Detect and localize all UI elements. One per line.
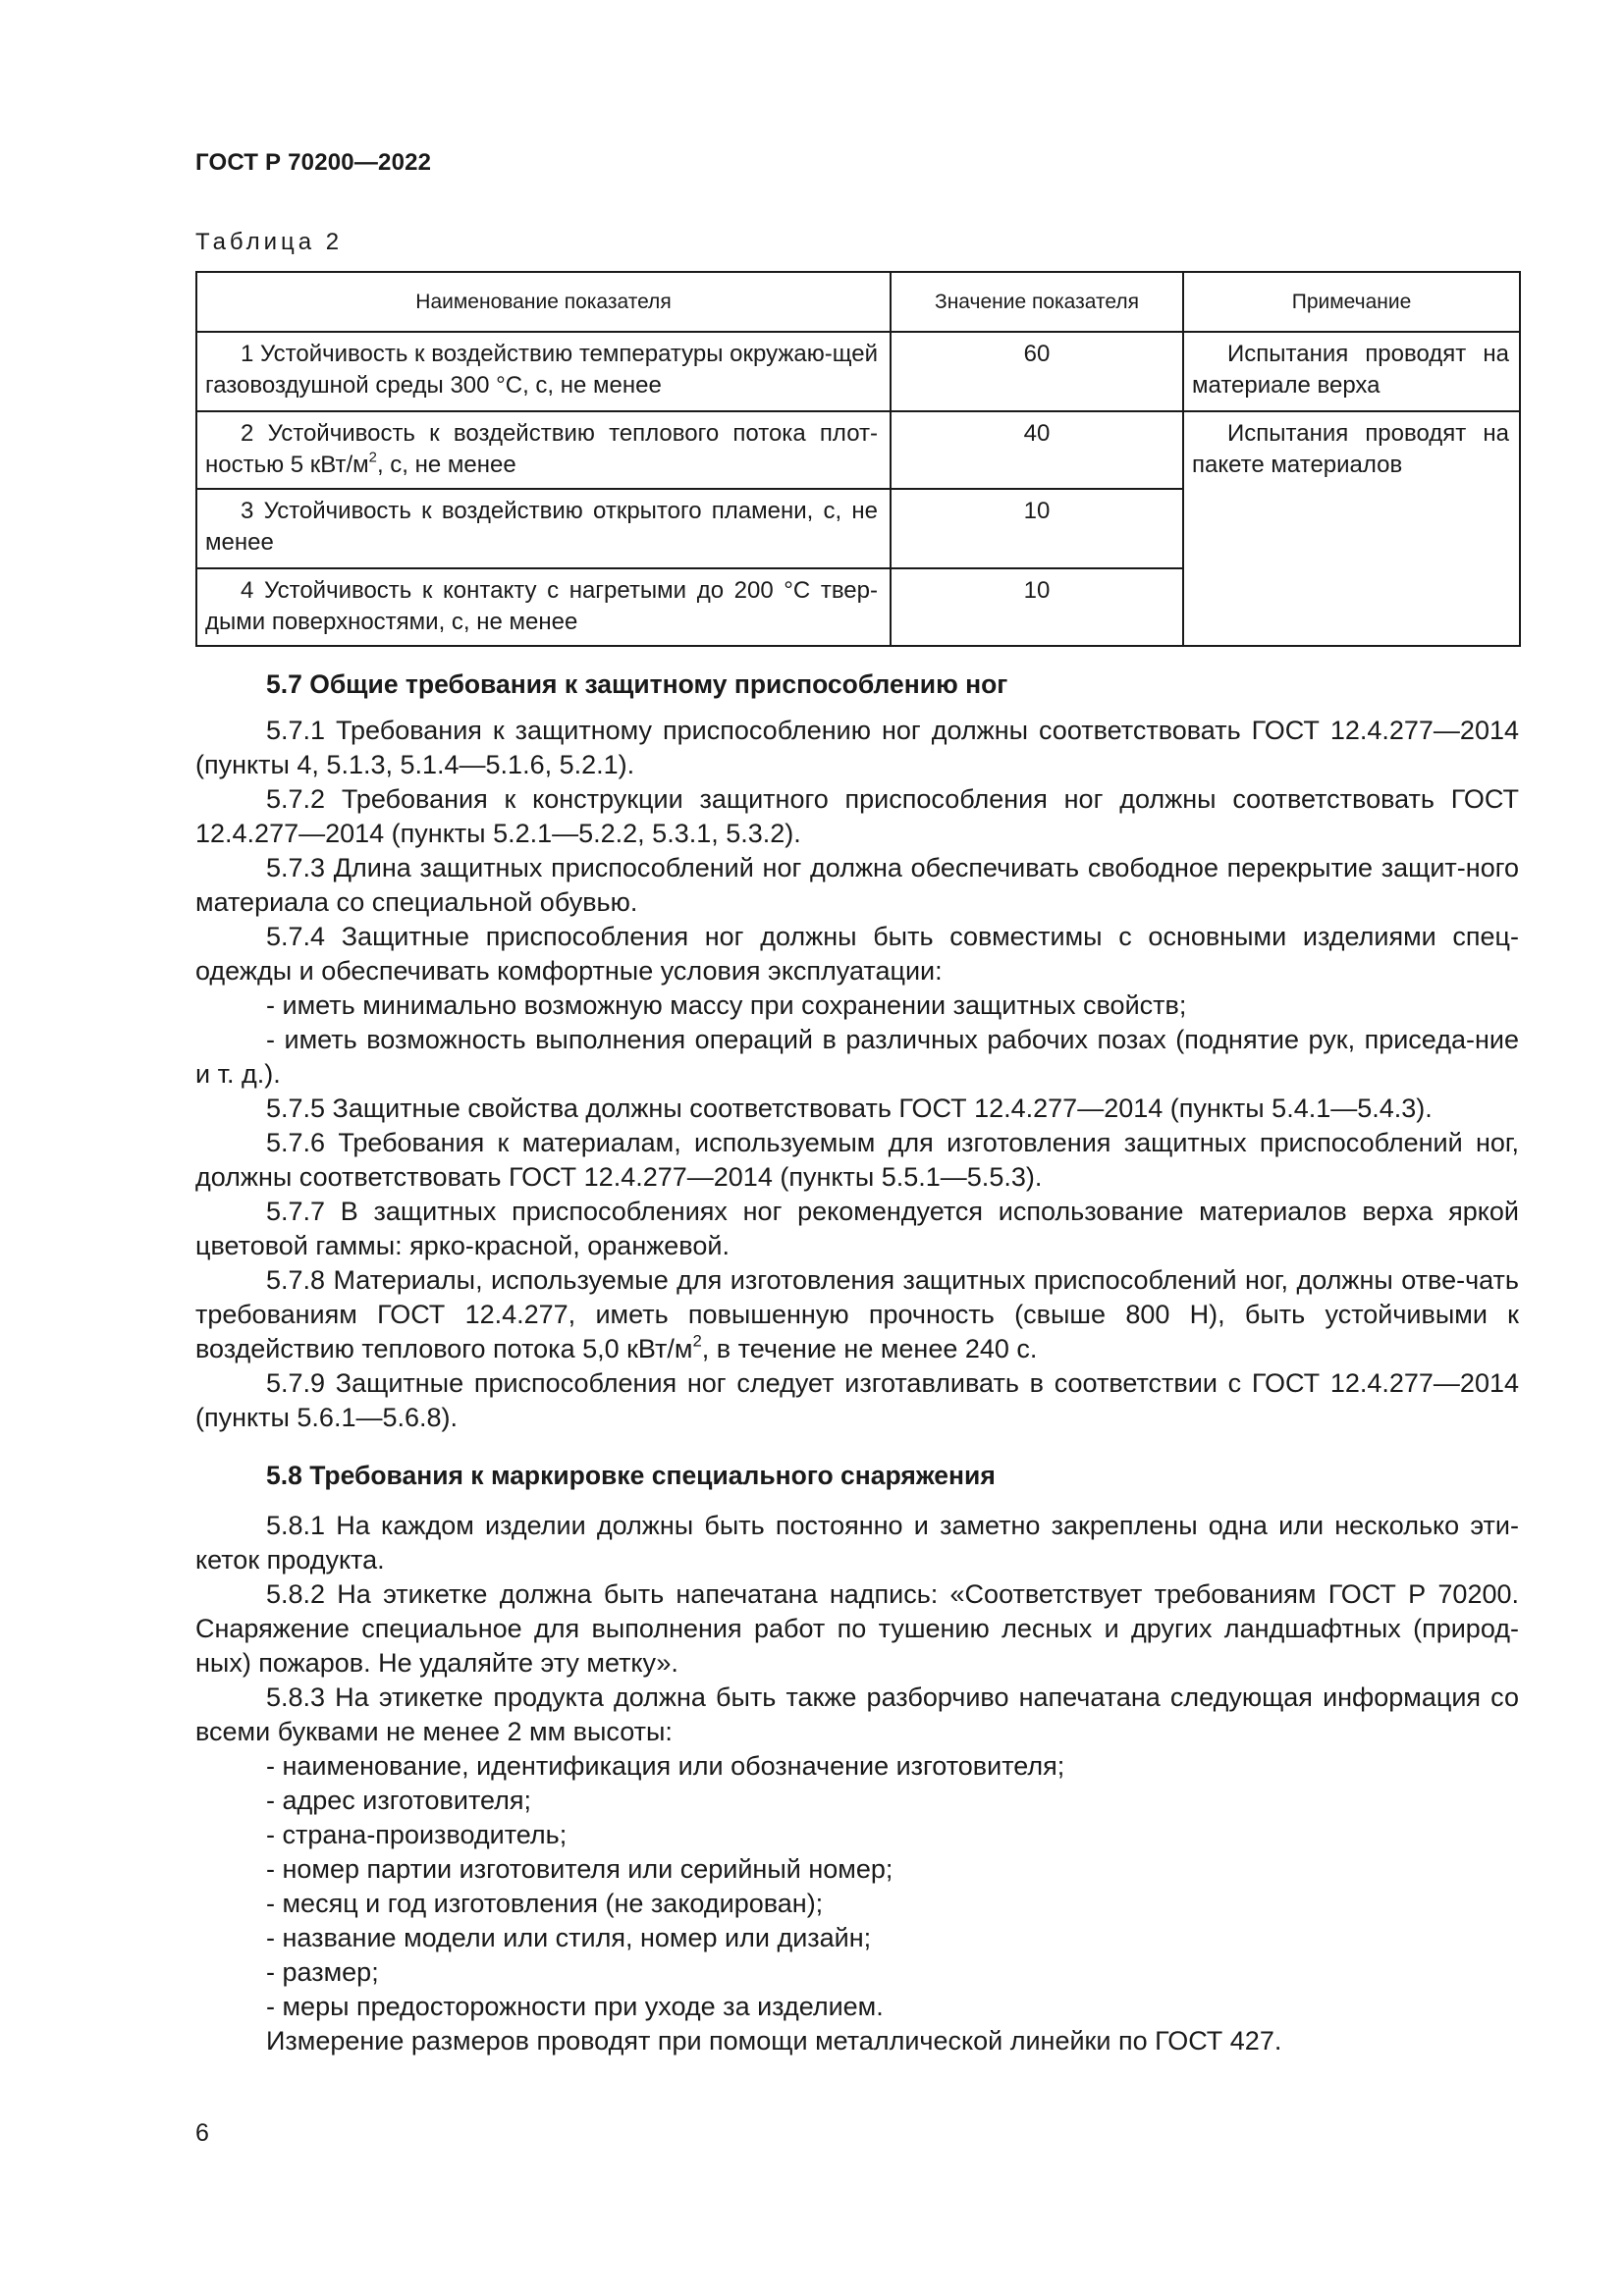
table-cell-name: [196, 489, 891, 568]
list-item: - наименование, идентификация или обозначение изготовителя;: [266, 1751, 1065, 1781]
table-cell-name: [196, 411, 891, 489]
paragraph-5-7-1: 5.7.1 Требования к защитному приспособлению ног должны соответствовать ГОСТ 12.4.277—2014 (пункты 4, 5.1.3, 5.1.4—5.1.6, 5.2.1).: [195, 716, 1519, 779]
table-cell-value: 10: [891, 568, 1183, 646]
table-cell-value: 10: [891, 489, 1183, 568]
list-item: - месяц и год изготовления (не закодирован);: [266, 1889, 824, 1918]
document-header: ГОСТ Р 70200—2022: [195, 149, 432, 176]
row-1-name: 1 Устойчивость к воздействию температуры окружаю-щей газовоздушной среды 300 °С, с, не менее: [205, 341, 878, 399]
paragraph-5-8-2: 5.8.2 На этикетке должна быть напечатана надпись: «Соответствует требованиям ГОСТ Р 70200. Снаряжение специальное для выполнения работ по тушению лесных и других ландшафтных (природ-ных) пожаров. Не удаляйте эту метку».: [195, 1579, 1519, 1678]
table-header-row: [196, 272, 1520, 332]
paragraph-5-8-1: 5.8.1 На каждом изделии должны быть постоянно и заметно закреплены одна или несколько эти-кеток продукта.: [195, 1511, 1519, 1575]
paragraph-5-7-3: 5.7.3 Длина защитных приспособлений ног должна обеспечивать свободное перекрытие защит-ного материала со специальной обувью.: [195, 853, 1519, 917]
paragraph-5-7-5: 5.7.5 Защитные свойства должны соответствовать ГОСТ 12.4.277—2014 (пункты 5.4.1—5.4.3).: [266, 1094, 1433, 1123]
paragraph-5-7-9: 5.7.9 Защитные приспособления ног следует изготавливать в соответствии с ГОСТ 12.4.277—2014 (пункты 5.6.1—5.6.8).: [195, 1368, 1519, 1432]
indicators-table: [195, 271, 1521, 647]
column-header-value: Значение показателя: [891, 272, 1183, 332]
row-3-name: 3 Устойчивость к воздействию открытого пламени, с, не менее: [205, 498, 878, 556]
list-item: - иметь минимально возможную массу при сохранении защитных свойств;: [266, 990, 1187, 1020]
list-item: - страна-производитель;: [266, 1820, 568, 1849]
superscript: 2: [368, 450, 377, 466]
paragraph-5-7-8-text: 5.7.8 Материалы, используемые для изготовления защитных приспособлений ног, должны отве-чать требованиям ГОСТ 12.4.277, иметь повышенную прочность (свыше 800 Н), быть устойчивыми к воздействию теплового потока 5,0 кВт/м: [195, 1265, 1519, 1363]
list-item: - название модели или стиля, номер или дизайн;: [266, 1923, 872, 1952]
row-2-note: Испытания проводят на пакете материалов: [1192, 420, 1509, 478]
row-4-name: 4 Устойчивость к контакту с нагретыми до 200 °С твер-дыми поверхностями, с, не менее: [205, 577, 878, 635]
section-5-8-heading: 5.8 Требования к маркировке специального снаряжения: [266, 1461, 996, 1490]
list-item: - адрес изготовителя;: [266, 1786, 531, 1815]
table-row: [196, 411, 1520, 489]
list-item: - меры предосторожности при уходе за изделием.: [266, 1992, 884, 2021]
table-cell-name: [196, 332, 891, 411]
paragraph-5-7-7: 5.7.7 В защитных приспособлениях ног рекомендуется использование материалов верха яркой цветовой гаммы: ярко-красной, оранжевой.: [195, 1197, 1519, 1260]
table-cell-note: [1183, 332, 1520, 411]
list-item: - размер;: [266, 1957, 379, 1987]
superscript: 2: [692, 1331, 702, 1351]
row-2-name-part: , с, не менее: [376, 452, 516, 478]
list-item: - иметь возможность выполнения операций в различных рабочих позах (поднятие рук, приседа-ние и т. д.).: [195, 1025, 1519, 1089]
list-item: - номер партии изготовителя или серийный номер;: [266, 1854, 893, 1884]
paragraph-5-7-8-text: , в течение не менее 240 с.: [701, 1334, 1038, 1363]
paragraph-5-7-6: 5.7.6 Требования к материалам, используемым для изготовления защитных приспособлений ног, должны соответствовать ГОСТ 12.4.277—2014 (пункты 5.5.1—5.5.3).: [195, 1128, 1519, 1192]
column-header-note: Примечание: [1183, 272, 1520, 332]
column-header-name: Наименование показателя: [196, 272, 891, 332]
paragraph-5-7-2: 5.7.2 Требования к конструкции защитного приспособления ног должны соответствовать ГОСТ 12.4.277—2014 (пункты 5.2.1—5.2.2, 5.3.1, 5.3.2).: [195, 784, 1519, 848]
paragraph-5-7-8: [195, 1263, 1519, 1366]
row-1-note: Испытания проводят на материале верха: [1192, 341, 1509, 399]
paragraph-5-8-3: 5.8.3 На этикетке продукта должна быть также разборчиво напечатана следующая информация со всеми буквами не менее 2 мм высоты:: [195, 1682, 1519, 1746]
closing-paragraph: Измерение размеров проводят при помощи металлической линейки по ГОСТ 427.: [266, 2026, 1282, 2056]
section-5-7-heading: 5.7 Общие требования к защитному приспособлению ног: [266, 669, 1008, 699]
page-number: 6: [195, 2119, 209, 2147]
paragraph-5-7-4: 5.7.4 Защитные приспособления ног должны быть совместимы с основными изделиями спец-одежды и обеспечивать комфортные условия эксплуатации:: [195, 922, 1519, 986]
table-cell-name: [196, 568, 891, 646]
document-body: [195, 667, 1519, 2058]
table-row: [196, 332, 1520, 411]
row-2-name-part: 2 Устойчивость к воздействию теплового потока плот-ностью 5 кВт/м: [205, 420, 878, 478]
table-cell-value: 60: [891, 332, 1183, 411]
table-cell-note: [1183, 411, 1520, 646]
table-caption: Таблица 2: [195, 229, 344, 255]
table-cell-value: 40: [891, 411, 1183, 489]
